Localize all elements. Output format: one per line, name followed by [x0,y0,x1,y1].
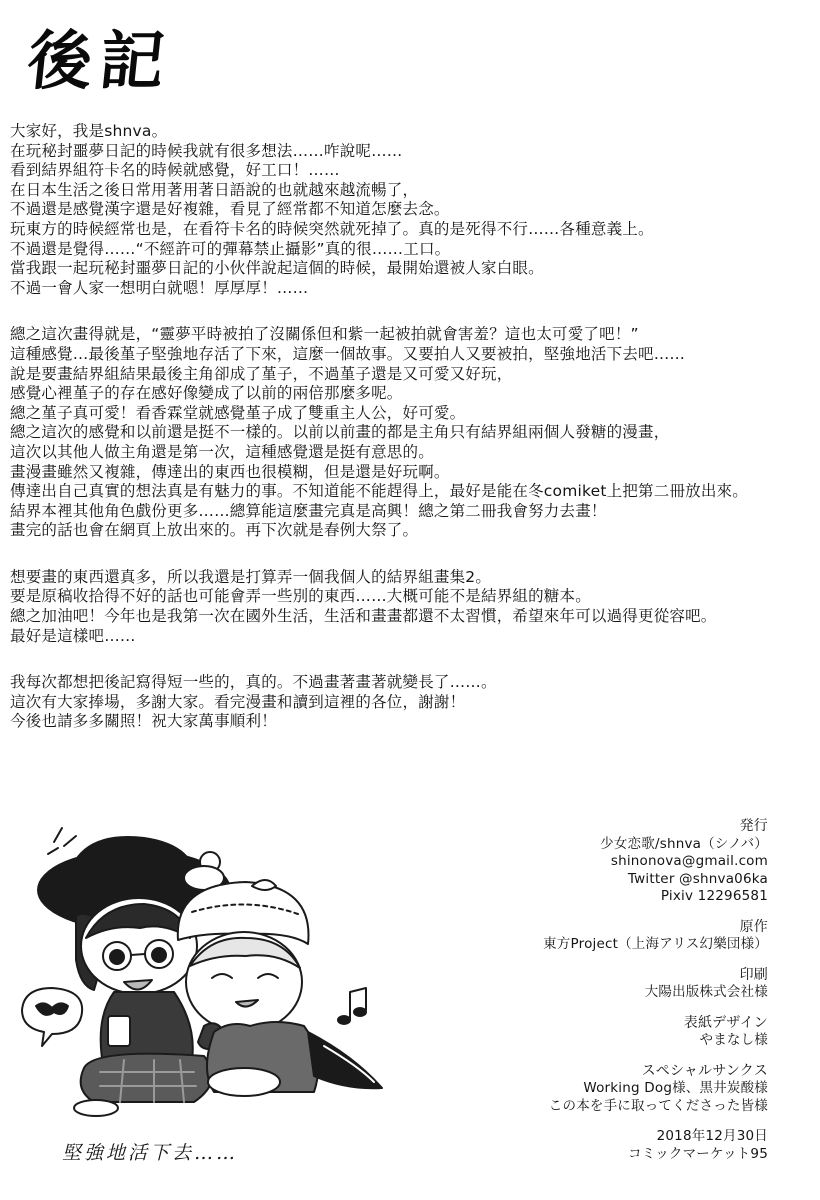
text-line: 這次以其他人做主角還是第一次，這種感覺還是挺有意思的。 [10,442,434,461]
pixiv-id: Pixiv 12296581 [660,888,768,904]
cover-design-value: やまなし様 [699,1032,768,1048]
text-line: 總之這次的感覺和以前還是挺不一樣的。以前以前畫的都是主角只有結界組兩個人發糖的漫畫， [10,423,670,442]
text-line: 傳達出自己真實的想法真是有魅力的事。不知道能不能趕得上，最好是能在冬comiket上把第二冊放出來。 [10,482,748,501]
text-line: 在日本生活之後日常用著用著日語說的也就越來越流暢了， [10,180,419,199]
text-line: 當我跟一起玩秘封噩夢日記的小伙伴說起這個的時候，最開始還被人家白眼。 [10,259,544,278]
afterword-paragraph-2 [10,325,810,541]
original-heading: 原作 [739,918,768,935]
surprise-mark-icon [48,828,76,854]
text-line: 我每次都想把後記寫得短一些的，真的。不過畫著畫著就變長了……。 [10,673,497,692]
publish-date: 2018年12月30日 [656,1128,768,1144]
afterword-paragraph-3 [10,568,810,646]
email-address: shinonova@gmail.com [610,853,768,869]
text-line: 不過還是感覺漢字還是好複雜，看見了經常都不知道怎麼去念。 [10,200,450,219]
page-title: 後記 [24,24,176,99]
cover-design-section [468,1015,768,1050]
text-line: 不過一會人家一想明白就嗯！厚厚厚！…… [10,278,309,297]
colophon [468,818,768,1176]
yukari-character [178,880,382,1096]
afterword-paragraph-1 [10,122,810,298]
text-line: 感覺心裡堇子的存在感好像變成了以前的兩倍那麼多呢。 [10,384,403,403]
event-section [468,1128,768,1163]
text-line: 總之加油吧！今年也是我第一次在國外生活，生活和畫畫都還不太習慣，希望來年可以過得更從容吧。 [10,607,717,626]
text-line: 在玩秘封噩夢日記的時候我就有很多想法……咋說呢…… [10,141,403,160]
special-thanks-section [468,1063,768,1116]
text-line: 最好是這樣吧…… [10,626,136,645]
circle-name: 少女恋歌/shnva（シノバ） [600,835,768,852]
original-work-section [468,919,768,954]
text-line: 看到結界組符卡名的時候就感覺，好工口！…… [10,161,340,180]
special-thanks-line: この本を手に取ってくださった皆様 [548,1097,768,1114]
text-line: 大家好，我是shnva。 [10,122,168,140]
text-line: 玩東方的時候經常也是，在看符卡名的時候突然就死掉了。真的是死得不行……各種意義上。 [10,219,654,238]
special-thanks-line: Working Dog様、黒井炭酸様 [583,1080,768,1096]
text-line: 這次有大家捧場，多謝大家。看完漫畫和讀到這裡的各位，謝謝！ [10,692,466,711]
text-line: 要是原稿收拾得不好的話也可能會弄一些別的東西……大概可能不是結界組的糖本。 [10,587,591,606]
text-line: 今後也請多多關照！祝大家萬事順利！ [10,712,277,731]
special-thanks-heading: スペシャルサンクス [641,1062,768,1079]
music-note-icon [338,988,366,1024]
text-line: 總之這次畫得就是，“靈夢平時被拍了沒關係但和紫一起被拍就會害羞？這也太可愛了吧！” [10,325,639,344]
original-value: 東方Project（上海アリス幻樂団様） [543,936,768,952]
afterword-paragraph-4 [10,673,810,732]
text-line: 畫完的話也會在網頁上放出來的。再下次就是春例大祭了。 [10,521,419,540]
event-name: コミックマーケット95 [628,1145,768,1162]
twitter-handle: Twitter @shnva06ka [627,870,768,887]
illustration-caption: 堅強地活下去…… [62,1142,239,1164]
printing-heading: 印刷 [739,966,768,983]
printing-value: 大陽出版株式会社様 [644,984,768,1000]
chibi-characters-illustration [14,820,444,1120]
printing-section [468,967,768,1002]
text-line: 結界本裡其他角色戲份更多……總算能這麼畫完真是高興！總之第二冊我會努力去畫！ [10,501,607,520]
text-line: 畫漫畫雖然又複雜，傳達出的東西也很模糊，但是還是好玩啊。 [10,462,450,481]
text-line: 說是要畫結界組結果最後主角卻成了堇子，不過堇子還是又可愛又好玩， [10,364,513,383]
text-line: 想要畫的東西還真多，所以我還是打算弄一個我個人的結界組畫集2。 [10,567,492,586]
afterword-text [10,122,810,759]
text-line: 總之堇子真可愛！看香霖堂就感覺堇子成了雙重主人公，好可愛。 [10,403,466,422]
publisher-heading: 発行 [739,818,768,834]
speech-bubble-icon [22,988,82,1046]
publisher-section [468,818,768,906]
text-line: 不過還是覺得……“不經許可的彈幕禁止攝影”真的很……工口。 [10,239,451,258]
cover-design-heading: 表紙デザイン [683,1014,768,1031]
text-line: 這種感覺…最後堇子堅強地存活了下來，這麼一個故事。又要拍人又要被拍，堅強地活下去吧…… [10,344,686,363]
